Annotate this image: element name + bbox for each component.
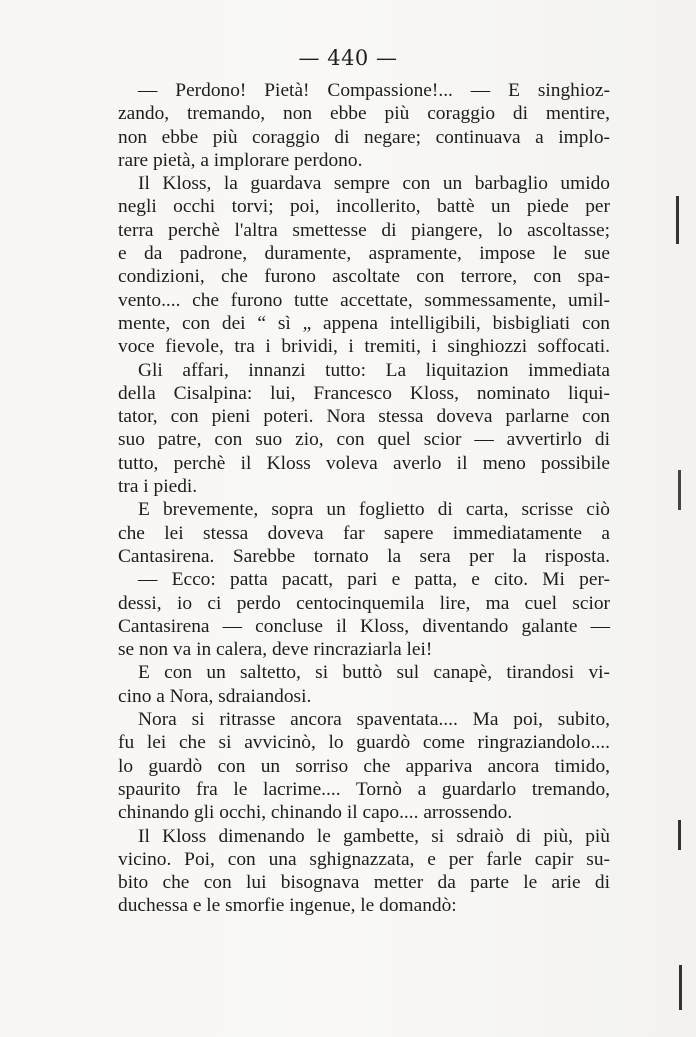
text-line: terra perchè l'altra smettesse di piangere, lo ascoltasse; — [118, 219, 610, 241]
text-line: voce fievole, tra i brividi, i tremiti, i singhiozzi soffocati. — [118, 336, 610, 358]
text-line: chinando gli occhi, chinando il capo.... arrossendo. — [118, 802, 513, 824]
text-line: dessi, io ci perdo centocinquemila lire, ma cuel scior — [118, 592, 610, 614]
text-line: della Cisalpina: lui, Francesco Kloss, nominato liqui- — [118, 382, 610, 404]
text-line: bito che con lui bisognava metter da parte le arie di — [118, 872, 610, 894]
text-line: lo guardò con un sorriso che appariva ancora timido, — [118, 755, 610, 777]
text-line: non ebbe più coraggio di negare; continuava a implo- — [118, 126, 610, 148]
text-line: Cantasirena — concluse il Kloss, diventando galante — — [118, 615, 610, 637]
scan-edge-mark — [679, 965, 682, 1010]
text-line: mente, con dei “ sì „ appena intelligibili, bisbigliati con — [118, 312, 610, 334]
text-line: Nora si ritrasse ancora spaventata.... Ma poi, subito, — [138, 709, 610, 731]
text-line: spaurito fra le lacrime.... Tornò a guardarlo tremando, — [118, 778, 610, 800]
text-line: — Ecco: patta pacatt, pari e patta, e cito. Mi per- — [138, 569, 610, 591]
text-line: tator, con pieni poteri. Nora stessa doveva parlarne con — [118, 406, 610, 428]
text-line: E con un saltetto, si buttò sul canapè, tirandosi vi- — [138, 662, 610, 684]
page-number: — 440 — — [298, 46, 398, 70]
text-line: zando, tremando, non ebbe più coraggio di mentire, — [118, 103, 610, 125]
scan-edge-mark — [678, 820, 681, 850]
text-line: condizioni, che furono ascoltate con terrore, con spa- — [118, 266, 610, 288]
text-line: negli occhi torvi; poi, incollerito, battè un piede per — [118, 196, 610, 218]
text-line: suo patre, con suo zio, con quel scior — avvertirlo di — [118, 429, 610, 451]
body-text — [118, 79, 610, 918]
text-line: fu lei che si avvicinò, lo guardò come ringraziandolo.... — [118, 732, 610, 754]
text-line: se non va in calera, deve rincraziarla lei! — [118, 639, 433, 661]
scan-edge-mark — [678, 470, 681, 510]
text-line: tutto, perchè il Kloss voleva averlo il meno possibile — [118, 452, 610, 474]
text-line: Gli affari, innanzi tutto: La liquitazion immediata — [138, 359, 610, 381]
text-line: Il Kloss, la guardava sempre con un barbaglio umido — [138, 173, 610, 195]
text-line: rare pietà, a implorare perdono. — [118, 149, 363, 171]
text-line: E brevemente, sopra un foglietto di carta, scrisse ciò — [138, 499, 610, 521]
text-line: tra i piedi. — [118, 476, 198, 498]
text-line: duchessa e le smorfie ingenue, le domandò: — [118, 895, 457, 917]
text-line: — Perdono! Pietà! Compassione!... — E singhioz- — [138, 80, 610, 101]
text-line: e da padrone, duramente, aspramente, impose le sue — [118, 243, 610, 265]
scan-edge-mark — [676, 196, 679, 244]
text-line: cino a Nora, sdraiandosi. — [118, 685, 312, 707]
text-line: vicino. Poi, con una sghignazzata, e per farle capir su- — [118, 848, 610, 870]
text-line: vento.... che furono tutte accettate, sommessamente, umil- — [118, 289, 610, 311]
text-line: Il Kloss dimenando le gambette, si sdraiò di più, più — [138, 825, 610, 847]
text-line: Cantasirena. Sarebbe tornato la sera per la risposta. — [118, 545, 610, 567]
text-line: che lei stessa doveva far sapere immediatamente a — [118, 522, 610, 544]
